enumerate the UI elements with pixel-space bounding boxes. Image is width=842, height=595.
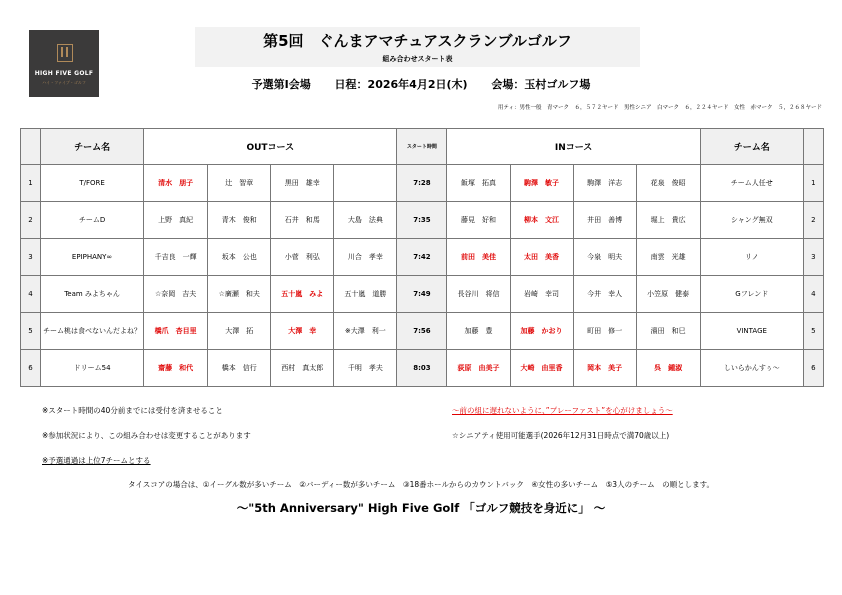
title-box	[195, 27, 640, 67]
player-out: 坂本 公也	[208, 239, 271, 276]
tee-info: 用ティ：男性一般 青マーク ６，５７２ヤード 男性シニア 白マーク ６，２２４ヤード 女性 赤マーク ５，２６８ヤード	[497, 105, 822, 111]
logo-sub: ハイ・ファイブ・ゴルフ	[42, 80, 86, 85]
team-name-out: チームD	[41, 202, 144, 239]
logo-mark-icon	[57, 44, 73, 62]
event-info	[0, 76, 842, 92]
row-number: 6	[21, 350, 41, 387]
header-team-left: チーム名	[41, 129, 144, 165]
start-time: 7:28	[397, 165, 447, 202]
table-row	[21, 350, 824, 387]
player-in: 荻原 由美子	[447, 350, 510, 387]
player-out: 小菅 利弘	[271, 239, 334, 276]
header-start-time: スタート時間	[397, 129, 447, 165]
player-in: 大崎 由里香	[510, 350, 573, 387]
header-blank-left	[21, 129, 41, 165]
note-reception: ※スタート時間の40分前までには受付を済ませること	[42, 406, 223, 415]
player-in: 岩崎 幸司	[510, 276, 573, 313]
player-in: 駒澤 敏子	[510, 165, 573, 202]
row-number: 3	[21, 239, 41, 276]
venue-label: 予選第Ⅰ会場	[251, 78, 311, 91]
team-name-in: チーム人任せ	[700, 165, 803, 202]
player-out: 五十嵐 みよ	[271, 276, 334, 313]
start-time: 7:56	[397, 313, 447, 350]
row-number: 2	[21, 202, 41, 239]
start-time: 7:35	[397, 202, 447, 239]
header-blank-right	[803, 129, 823, 165]
player-out: 千明 孝夫	[334, 350, 397, 387]
team-name-in: VINTAGE	[700, 313, 803, 350]
team-name-out: T/FORE	[41, 165, 144, 202]
row-number: 6	[803, 350, 823, 387]
row-number: 1	[803, 165, 823, 202]
player-out: ※大澤 利一	[334, 313, 397, 350]
table-row	[21, 239, 824, 276]
player-out: ☆奈岡 吉夫	[144, 276, 208, 313]
player-out: 橋本 信行	[208, 350, 271, 387]
player-out: 辻 智章	[208, 165, 271, 202]
table-row	[21, 165, 824, 202]
player-out: 五十嵐 道勝	[334, 276, 397, 313]
player-in: 呉 鍾淑	[636, 350, 700, 387]
footer-slogan: ～"5th Anniversary" High Five Golf 「ゴルフ競技を身近に」 ～	[236, 501, 606, 515]
player-in: 前田 美佳	[447, 239, 510, 276]
row-number: 4	[803, 276, 823, 313]
header-team-right: チーム名	[700, 129, 803, 165]
start-table	[20, 128, 824, 387]
player-out: 橋爪 杏目里	[144, 313, 208, 350]
team-name-out: EPIPHANY∞	[41, 239, 144, 276]
player-in: 駒澤 洋志	[573, 165, 636, 202]
player-out: 千吉良 一輝	[144, 239, 208, 276]
table-row	[21, 313, 824, 350]
team-name-in: Gフレンド	[700, 276, 803, 313]
note-senior: ☆シニアティ使用可能選手(2026年12月31日時点で満70歳以上)	[452, 431, 670, 440]
player-in: 岡本 美子	[573, 350, 636, 387]
player-in: 柳本 文江	[510, 202, 573, 239]
team-name-out: ドリーム54	[41, 350, 144, 387]
header-in-course: INコース	[447, 129, 700, 165]
player-in: 今泉 明夫	[573, 239, 636, 276]
team-name-in: リノ	[700, 239, 803, 276]
header-out-course: OUTコース	[144, 129, 397, 165]
player-out: 青木 俊和	[208, 202, 271, 239]
team-name-in: しいらかんすぅ〜	[700, 350, 803, 387]
player-out: 西村 真太郎	[271, 350, 334, 387]
player-out: 大島 法典	[334, 202, 397, 239]
player-out: 川合 孝幸	[334, 239, 397, 276]
row-number: 5	[21, 313, 41, 350]
player-out: 清水 朋子	[144, 165, 208, 202]
player-in: 今井 幸人	[573, 276, 636, 313]
note-tiebreak: タイスコアの場合は、①イーグル数が多いチーム ②バーディー数が多いチーム ③18番ホールからのカウントバック ④女性の多いチーム ⑤3人のチーム の順とします。	[128, 480, 714, 489]
team-name-in: シャング無双	[700, 202, 803, 239]
player-out: 黒田 雄幸	[271, 165, 334, 202]
note-qualify: ※予選通過は上位7チームとする	[42, 456, 151, 465]
player-in: 藤見 好和	[447, 202, 510, 239]
player-in: 太田 美香	[510, 239, 573, 276]
logo-brand: HIGH FIVE GOLF	[34, 70, 94, 77]
table-row	[21, 202, 824, 239]
start-time: 7:42	[397, 239, 447, 276]
player-in: 井田 善博	[573, 202, 636, 239]
player-in: 花泉 俊昭	[636, 165, 700, 202]
player-in: 南雲 光雄	[636, 239, 700, 276]
player-in: 堀上 貴広	[636, 202, 700, 239]
table-header-row	[21, 129, 824, 165]
team-name-out: Team みよちゃん	[41, 276, 144, 313]
player-out: 石井 和馬	[271, 202, 334, 239]
team-name-out: チーム桃は食べないんだよね？	[41, 313, 144, 350]
player-in: 長谷川 将信	[447, 276, 510, 313]
player-in: 加藤 豊	[447, 313, 510, 350]
row-number: 4	[21, 276, 41, 313]
row-number: 3	[803, 239, 823, 276]
course-label: 会場：玉村ゴルフ場	[491, 78, 591, 91]
player-in: 飯塚 拓真	[447, 165, 510, 202]
player-in: 町田 修一	[573, 313, 636, 350]
player-out	[334, 165, 397, 202]
player-out: 大澤 拓	[208, 313, 271, 350]
player-in: 濱田 和巳	[636, 313, 700, 350]
start-time: 8:03	[397, 350, 447, 387]
date-label: 日程：2026年4月2日(木)	[334, 78, 468, 91]
player-out: 齋藤 和代	[144, 350, 208, 387]
player-out: 上野 真紀	[144, 202, 208, 239]
player-in: 小笠原 健泰	[636, 276, 700, 313]
start-time: 7:49	[397, 276, 447, 313]
note-play-fast: ～前の組に遅れないように、”プレーファスト”を心がけましょう～	[452, 406, 673, 415]
row-number: 1	[21, 165, 41, 202]
table-row	[21, 276, 824, 313]
row-number: 5	[803, 313, 823, 350]
row-number: 2	[803, 202, 823, 239]
player-out: 大澤 幸	[271, 313, 334, 350]
player-out: ☆廣瀬 和夫	[208, 276, 271, 313]
page-title: 第5回 ぐんまアマチュアスクランブルゴルフ	[263, 32, 572, 50]
note-change: ※参加状況により、この組み合わせは変更することがあります	[42, 431, 251, 440]
page-subtitle: 組み合わせスタート表	[382, 55, 453, 63]
player-in: 加藤 かおり	[510, 313, 573, 350]
